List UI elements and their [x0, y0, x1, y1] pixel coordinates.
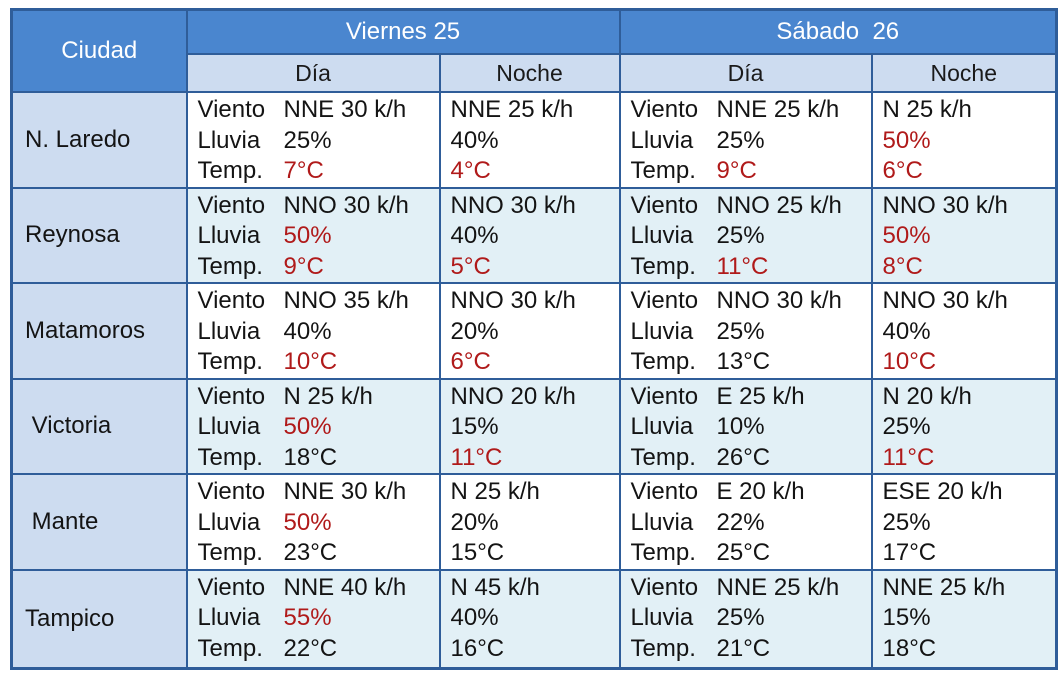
temp-label: Temp. — [630, 539, 696, 566]
temp-value: 9°C — [283, 252, 324, 280]
temp-line — [198, 156, 439, 187]
wind-value: NNE 30 k/h — [283, 96, 407, 123]
rain-line — [883, 317, 1056, 348]
rain-value: 25% — [716, 604, 765, 631]
wind-line — [198, 191, 439, 222]
rain-line — [451, 412, 619, 443]
wind-label: Viento — [630, 382, 699, 410]
wind-value: NNE 25 k/h — [882, 573, 1006, 601]
temp-label: Temp. — [197, 348, 263, 375]
rain-label: Lluvia — [197, 604, 261, 631]
temp-line — [883, 252, 1056, 283]
temp-value: 23°C — [283, 539, 338, 566]
rain-label: Lluvia — [197, 508, 261, 536]
rain-value: 25% — [882, 508, 931, 536]
temp-value: 9°C — [716, 157, 757, 184]
table-row — [12, 283, 1057, 379]
rain-line — [631, 603, 871, 634]
forecast-cell — [620, 379, 872, 475]
temp-label: Temp. — [197, 634, 263, 662]
temp-value: 10°C — [882, 348, 937, 375]
rain-value: 25% — [716, 126, 765, 154]
temp-line — [198, 634, 439, 665]
rain-label: Lluvia — [630, 604, 694, 631]
wind-line — [451, 191, 619, 222]
forecast-container — [10, 8, 1055, 672]
forecast-cell — [872, 379, 1057, 475]
wind-value: NNE 30 k/h — [283, 478, 407, 505]
temp-value: 6°C — [882, 157, 923, 184]
wind-line — [451, 573, 619, 604]
temp-line — [883, 156, 1056, 187]
temp-value: 10°C — [283, 348, 338, 375]
temp-line — [198, 538, 439, 569]
forecast-cell — [440, 92, 620, 188]
wind-label: Viento — [630, 573, 699, 601]
wind-value: NNO 35 k/h — [283, 287, 409, 314]
rain-value: 40% — [283, 317, 332, 345]
rain-value: 40% — [450, 604, 499, 631]
forecast-cell — [872, 283, 1057, 379]
wind-value: E 20 k/h — [716, 478, 805, 505]
city-name: Matamoros — [12, 283, 187, 379]
rain-label: Lluvia — [630, 317, 694, 345]
wind-label: Viento — [197, 287, 266, 314]
rain-value: 55% — [283, 604, 332, 631]
wind-line — [631, 477, 871, 508]
wind-line — [631, 286, 871, 317]
day-header-viernes: Viernes 25 — [187, 10, 620, 55]
rain-value: 25% — [716, 317, 765, 345]
rain-value: 40% — [450, 222, 499, 249]
temp-line — [631, 252, 871, 283]
temp-label: Temp. — [630, 443, 696, 471]
period-header-viernes-noche: Noche — [440, 54, 620, 92]
wind-value: N 20 k/h — [882, 382, 972, 410]
table-row — [12, 92, 1057, 188]
forecast-cell — [620, 283, 872, 379]
temp-line — [883, 443, 1056, 474]
city-name: N. Laredo — [12, 92, 187, 188]
rain-line — [631, 317, 871, 348]
forecast-cell — [187, 379, 440, 475]
rain-value: 50% — [882, 222, 931, 249]
rain-value: 22% — [716, 508, 765, 536]
temp-line — [631, 347, 871, 378]
temp-value: 16°C — [450, 634, 505, 662]
temp-label: Temp. — [630, 252, 696, 280]
rain-value: 50% — [283, 222, 332, 249]
rain-value: 25% — [882, 413, 931, 440]
wind-line — [883, 573, 1056, 604]
rain-value: 15% — [450, 413, 499, 440]
temp-label: Temp. — [197, 443, 263, 471]
temp-value: 5°C — [450, 252, 491, 280]
wind-label: Viento — [630, 96, 699, 123]
forecast-cell — [620, 188, 872, 284]
wind-value: NNO 30 k/h — [450, 287, 576, 314]
wind-line — [198, 286, 439, 317]
wind-label: Viento — [197, 573, 266, 601]
wind-label: Viento — [197, 478, 266, 505]
rain-label: Lluvia — [197, 126, 261, 154]
wind-line — [883, 477, 1056, 508]
wind-value: NNO 20 k/h — [450, 382, 576, 410]
forecast-cell — [440, 474, 620, 570]
forecast-cell — [872, 188, 1057, 284]
rain-line — [198, 126, 439, 157]
forecast-cell — [872, 474, 1057, 570]
temp-value: 6°C — [450, 348, 491, 375]
wind-label: Viento — [197, 382, 266, 410]
wind-value: N 25 k/h — [283, 382, 373, 410]
rain-value: 10% — [716, 413, 765, 440]
rain-line — [883, 412, 1056, 443]
temp-line — [451, 443, 619, 474]
forecast-table — [10, 8, 1058, 670]
rain-value: 40% — [450, 126, 499, 154]
wind-value: E 25 k/h — [716, 382, 805, 410]
wind-line — [198, 95, 439, 126]
rain-line — [198, 317, 439, 348]
temp-value: 22°C — [283, 634, 338, 662]
forecast-cell — [620, 474, 872, 570]
rain-label: Lluvia — [197, 413, 261, 440]
wind-value: NNO 30 k/h — [882, 287, 1008, 314]
forecast-cell — [187, 92, 440, 188]
temp-value: 25°C — [716, 539, 771, 566]
temp-line — [451, 156, 619, 187]
rain-line — [451, 508, 619, 539]
wind-line — [451, 286, 619, 317]
wind-label: Viento — [630, 287, 699, 314]
rain-line — [198, 221, 439, 252]
wind-line — [631, 382, 871, 413]
rain-line — [451, 603, 619, 634]
day-header-sabado: Sábado 26 — [620, 10, 1057, 55]
rain-line — [451, 221, 619, 252]
wind-line — [631, 573, 871, 604]
forecast-cell — [187, 570, 440, 669]
wind-line — [198, 382, 439, 413]
wind-line — [883, 191, 1056, 222]
wind-label: Viento — [197, 191, 266, 219]
wind-line — [631, 95, 871, 126]
temp-value: 26°C — [716, 443, 771, 471]
temp-value: 11°C — [450, 443, 503, 471]
wind-value: NNO 30 k/h — [283, 191, 409, 219]
rain-value: 50% — [283, 413, 332, 440]
wind-line — [451, 95, 619, 126]
temp-label: Temp. — [630, 157, 696, 184]
temp-value: 21°C — [716, 634, 771, 662]
wind-line — [883, 95, 1056, 126]
rain-line — [883, 126, 1056, 157]
city-name: Mante — [12, 474, 187, 570]
forecast-cell — [187, 188, 440, 284]
wind-value: NNO 25 k/h — [716, 191, 842, 219]
period-header-viernes-dia: Día — [187, 54, 440, 92]
temp-value: 17°C — [882, 539, 937, 566]
rain-line — [883, 603, 1056, 634]
temp-label: Temp. — [630, 348, 696, 375]
temp-line — [883, 538, 1056, 569]
temp-value: 15°C — [450, 539, 505, 566]
rain-value: 50% — [882, 126, 931, 154]
rain-line — [631, 126, 871, 157]
temp-line — [451, 538, 619, 569]
wind-value: NNO 30 k/h — [716, 287, 842, 314]
wind-line — [631, 191, 871, 222]
wind-line — [883, 286, 1056, 317]
temp-value: 13°C — [716, 348, 771, 375]
rain-value: 20% — [450, 508, 499, 536]
rain-line — [883, 221, 1056, 252]
temp-line — [631, 443, 871, 474]
rain-line — [631, 412, 871, 443]
forecast-cell — [872, 92, 1057, 188]
rain-label: Lluvia — [197, 222, 261, 249]
temp-label: Temp. — [197, 157, 263, 184]
temp-label: Temp. — [197, 252, 263, 280]
wind-value: ESE 20 k/h — [882, 478, 1003, 505]
temp-value: 18°C — [882, 634, 937, 662]
forecast-cell — [440, 188, 620, 284]
temp-value: 18°C — [283, 443, 338, 471]
rain-line — [198, 412, 439, 443]
temp-value: 8°C — [882, 252, 923, 280]
table-row — [12, 379, 1057, 475]
temp-value: 4°C — [450, 157, 491, 184]
wind-line — [451, 382, 619, 413]
wind-value: N 45 k/h — [450, 573, 540, 601]
rain-line — [198, 508, 439, 539]
rain-label: Lluvia — [630, 508, 694, 536]
forecast-cell — [440, 379, 620, 475]
wind-value: N 25 k/h — [450, 478, 540, 505]
wind-value: N 25 k/h — [882, 96, 972, 123]
wind-value: NNE 25 k/h — [716, 573, 840, 601]
rain-line — [451, 126, 619, 157]
rain-label: Lluvia — [197, 317, 261, 345]
rain-value: 15% — [882, 604, 931, 631]
rain-value: 50% — [283, 508, 332, 536]
temp-line — [451, 252, 619, 283]
temp-label: Temp. — [630, 634, 696, 662]
wind-label: Viento — [630, 191, 699, 219]
wind-value: NNE 25 k/h — [716, 96, 840, 123]
wind-line — [883, 382, 1056, 413]
temp-line — [451, 634, 619, 665]
rain-line — [631, 221, 871, 252]
wind-value: NNE 40 k/h — [283, 573, 407, 601]
wind-value: NNO 30 k/h — [450, 191, 576, 219]
rain-line — [883, 508, 1056, 539]
rain-value: 25% — [716, 222, 765, 249]
temp-label: Temp. — [197, 539, 263, 566]
temp-value: 11°C — [716, 252, 769, 280]
forecast-cell — [187, 474, 440, 570]
temp-line — [198, 347, 439, 378]
rain-value: 25% — [283, 126, 332, 154]
temp-line — [198, 252, 439, 283]
rain-line — [451, 317, 619, 348]
forecast-body — [12, 92, 1057, 668]
forecast-cell — [187, 283, 440, 379]
temp-line — [631, 634, 871, 665]
wind-label: Viento — [630, 478, 699, 505]
forecast-cell — [440, 570, 620, 669]
temp-line — [631, 156, 871, 187]
rain-value: 20% — [450, 317, 499, 345]
wind-line — [198, 477, 439, 508]
temp-line — [451, 347, 619, 378]
wind-label: Viento — [197, 96, 266, 123]
period-header-sabado-noche: Noche — [872, 54, 1057, 92]
temp-value: 11°C — [882, 443, 935, 471]
wind-line — [198, 573, 439, 604]
table-row — [12, 570, 1057, 669]
forecast-cell — [872, 570, 1057, 669]
period-header-sabado-dia: Día — [620, 54, 872, 92]
wind-value: NNE 25 k/h — [450, 96, 574, 123]
forecast-cell — [620, 570, 872, 669]
forecast-cell — [620, 92, 872, 188]
rain-label: Lluvia — [630, 413, 694, 440]
temp-line — [883, 634, 1056, 665]
temp-line — [883, 347, 1056, 378]
temp-line — [198, 443, 439, 474]
rain-label: Lluvia — [630, 222, 694, 249]
table-row — [12, 188, 1057, 284]
forecast-cell — [440, 283, 620, 379]
city-column-header: Ciudad — [12, 10, 187, 93]
rain-line — [631, 508, 871, 539]
city-name: Tampico — [12, 570, 187, 669]
wind-line — [451, 477, 619, 508]
rain-line — [198, 603, 439, 634]
city-name: Victoria — [12, 379, 187, 475]
wind-value: NNO 30 k/h — [882, 191, 1008, 219]
rain-label: Lluvia — [630, 126, 694, 154]
rain-value: 40% — [882, 317, 931, 345]
temp-value: 7°C — [283, 157, 324, 184]
temp-line — [631, 538, 871, 569]
city-name: Reynosa — [12, 188, 187, 284]
table-row — [12, 474, 1057, 570]
